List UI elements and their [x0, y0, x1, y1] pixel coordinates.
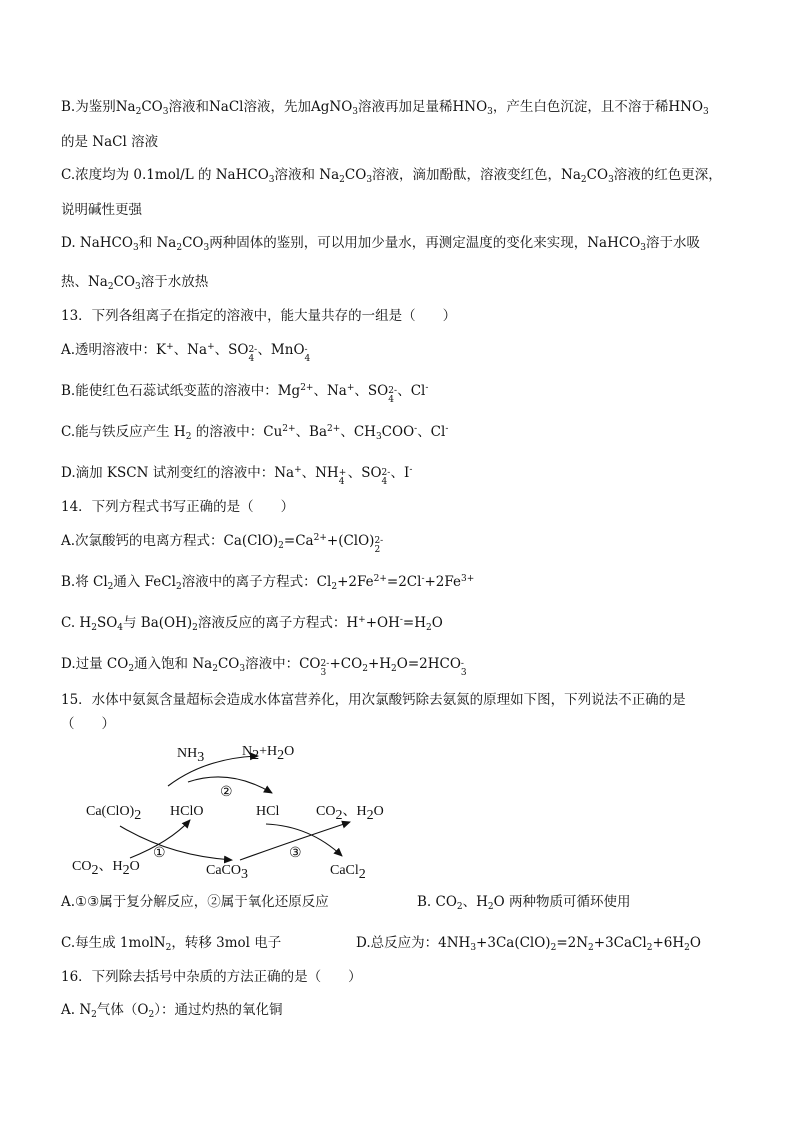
q13-option-a: A.透明溶液中：K+、Na+、SO 2- 4 、MnO - 4: [61, 342, 311, 364]
label-caco3: CaCO3: [206, 863, 248, 880]
q12-option-b-line2: 的是 NaCl 溶液: [61, 134, 159, 150]
q14-option-b: B.将 $Cl_2$通入 FeCl$_2$溶液中的离子方程式：$Cl_2+2Fe^{2+}=2Cl^-+2Fe^{3+}$: [61, 574, 475, 592]
q15-option-a: A.①③属于复分解反应，②属于氧化还原反应: [61, 894, 329, 910]
q12-option-c-line2: 说明碱性更强: [61, 202, 142, 218]
q15-option-b: B. $CO_2$、$H_2O$ 两种物质可循环使用: [417, 894, 631, 912]
q12-option-c-line1: C.浓度均为 0.1mol/L 的 NaHCO$_3$溶液和 $Na_2CO_3$溶液，滴加酚酞，溶液变红色，$Na_2CO_3$溶液的红色更深，: [61, 167, 722, 185]
q14-option-c: C. $H_2SO_4$与 $Ba(OH)_2$溶液反应的离子方程式：$H^++OH^-=H_2O$: [61, 615, 443, 633]
step-3-marker: ③: [289, 846, 302, 861]
label-co2-h2o-right: CO2、H2O: [316, 804, 384, 823]
step-2-marker: ②: [220, 785, 233, 800]
label-n2-h2o: N2+H2O: [242, 744, 295, 763]
q15-paren: （ ）: [61, 716, 115, 732]
label-hcl: HCl: [256, 804, 280, 819]
q15-options-cd: [61, 934, 741, 952]
label-cacl2: CaCl2: [330, 863, 366, 880]
q13-option-c: C.能与铁反应产生 $H_2$ 的溶液中：$Cu^{2+}$、$Ba^{2+}$、$CH_3COO^-$、Cl-: [61, 424, 449, 442]
q15-reaction-diagram: [60, 738, 400, 880]
q14-option-d: D.过量 $CO_2$通入饱和 $Na_2CO_3$溶液中：CO 2- 3 $+CO_2+H_2O=2HCO$ - 3: [61, 656, 467, 678]
q15-option-d: D.总反应为：$4NH_3+3Ca(ClO)_2=2N_2+3CaCl_2+6H_2O$: [356, 935, 701, 953]
label-nh3: NH3: [177, 746, 205, 765]
q16-option-a: A. $N_2$气体$(O_2)$：通过灼热的氧化铜: [61, 1002, 283, 1020]
q14-option-a: A.次氯酸钙的电离方程式：$Ca(ClO)_2=Ca^{2+}+(ClO)$ 2- 2: [61, 533, 384, 555]
q13-option-b: B.能使红色石蕊试纸变蓝的溶液中：$Mg^{2+}$、Na+、SO 2- 4 、Cl-: [61, 383, 429, 405]
q15-options-ab: [61, 893, 741, 911]
label-co2-h2o-left: CO2、H2O: [72, 859, 140, 878]
q15-stem: 15．水体中氨氮含量超标会造成水体富营养化，用次氯酸钙除去氨氮的原理如下图，下列说法不正确的是: [61, 692, 686, 708]
q13-stem: 13．下列各组离子在指定的溶液中，能大量共存的一组是（ ）: [61, 308, 457, 324]
q12-option-d-line1: D. NaHCO$_3$和 $Na_2CO_3$两种固体的鉴别，可以用加少量水，再测定温度的变化来实现，NaHCO$_3$溶于水吸: [61, 235, 700, 253]
label-caclo2: Ca(ClO)2: [86, 804, 142, 823]
step-1-marker: ①: [153, 846, 166, 861]
q13-option-d: D.滴加 KSCN 试剂变红的溶液中：Na+、NH + 4 、SO 2- 4 、I-: [61, 465, 413, 487]
q16-stem: 16．下列除去括号中杂质的方法正确的是（ ）: [61, 969, 362, 985]
label-hclo: HClO: [170, 804, 204, 819]
q15-option-c: C.每生成 1molN$_2$，转移 3mol 电子: [61, 935, 282, 953]
q14-stem: 14．下列方程式书写正确的是（ ）: [61, 499, 295, 515]
q12-option-d-line2: 热、$Na_2CO_3$溶于水放热: [61, 274, 209, 292]
q12-option-b-line1: B.为鉴别$Na_2CO_3$溶液和NaCl溶液，先加AgNO$_3$溶液再加足量稀$HNO_3$，产生白色沉淀，且不溶于稀$HNO_3$: [61, 99, 709, 117]
